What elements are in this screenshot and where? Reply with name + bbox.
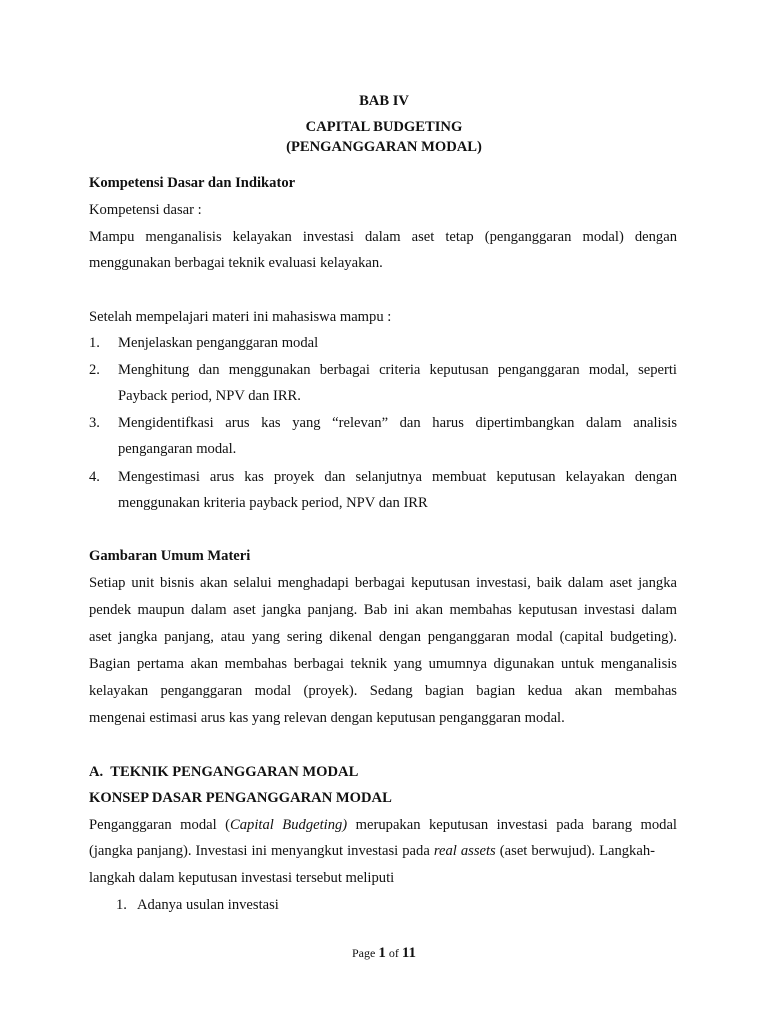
italic-text: real assets (433, 843, 496, 859)
list-item: Menjelaskan penganggaran modal (118, 335, 319, 351)
page-number: 1 (378, 945, 386, 961)
text: (aset berwujud). Langkah- (495, 843, 655, 859)
kompetensi-label: Kompetensi dasar : (89, 202, 202, 218)
paragraph-line (89, 815, 677, 835)
paragraph-line: pendek maupun dalam aset jangka panjang. Bab ini akan membahas keputusan investasi dalam (89, 602, 677, 618)
paragraph-line: aset jangka panjang, atau yang sering dikenal dengan penganggaran modal (capital budgeting). (89, 629, 677, 645)
section-a-subheading: KONSEP DASAR PENGANGGARAN MODAL (89, 790, 392, 806)
list-number: 1. (116, 897, 127, 913)
chapter-title: BAB IV (359, 93, 409, 109)
gambaran-heading: Gambaran Umum Materi (89, 548, 251, 564)
paragraph-line: kelayakan penganggaran modal (proyek). Sedang bagian bagian kedua akan membahas (89, 683, 677, 699)
page-footer (0, 945, 768, 962)
title-line-2: (PENGANGGARAN MODAL) (286, 139, 482, 155)
list-item-cont: Payback period, NPV dan IRR. (118, 388, 301, 404)
paragraph-line (89, 841, 677, 861)
list-item-cont: menggunakan kriteria payback period, NPV dan IRR (118, 495, 428, 511)
list-number: 1. (89, 335, 100, 351)
paragraph-line: Setiap unit bisnis akan selalui menghadapi berbagai keputusan investasi, baik dalam aset jangka (89, 575, 677, 591)
list-item: Adanya usulan investasi (137, 897, 279, 913)
text: Penganggaran modal ( (89, 817, 231, 833)
list-item: Mengidentifkasi arus kas yang “relevan” dan harus dipertimbangkan dalam analisis (118, 415, 677, 431)
intro-text: Setelah mempelajari materi ini mahasiswa mampu : (89, 309, 392, 325)
text: (jangka panjang). Investasi ini menyangkut investasi pada (89, 843, 434, 859)
page-label: Page (351, 946, 376, 960)
list-number: 3. (89, 415, 100, 431)
kompetensi-heading: Kompetensi Dasar dan Indikator (89, 175, 296, 191)
paragraph-line: mengenai estimasi arus kas yang relevan dengan keputusan penganggaran modal. (89, 710, 565, 726)
list-number: 4. (89, 469, 100, 485)
text: merupakan keputusan investasi pada barang modal (347, 817, 677, 833)
section-a-heading: A. TEKNIK PENGANGGARAN MODAL (89, 764, 359, 780)
list-number: 2. (89, 362, 100, 378)
paragraph-line: Bagian pertama akan membahas berbagai teknik yang umumnya digunakan untuk menganalisis (89, 656, 677, 672)
paragraph-line: menggunakan berbagai teknik evaluasi kelayakan. (89, 255, 383, 271)
page-total: 11 (401, 945, 416, 961)
list-item: Mengestimasi arus kas proyek dan selanjutnya membuat keputusan kelayakan dengan (118, 469, 677, 485)
list-item-cont: pengangaran modal. (118, 441, 237, 457)
of-label: of (388, 946, 399, 960)
title-line-1: CAPITAL BUDGETING (305, 119, 463, 135)
italic-text: Capital Budgeting) (230, 817, 348, 833)
list-item: Menghitung dan menggunakan berbagai criteria keputusan penganggaran modal, seperti (118, 362, 677, 378)
paragraph-line: Mampu menganalisis kelayakan investasi dalam aset tetap (penganggaran modal) dengan (89, 229, 677, 245)
paragraph-line: langkah dalam keputusan investasi tersebut meliputi (89, 870, 395, 886)
